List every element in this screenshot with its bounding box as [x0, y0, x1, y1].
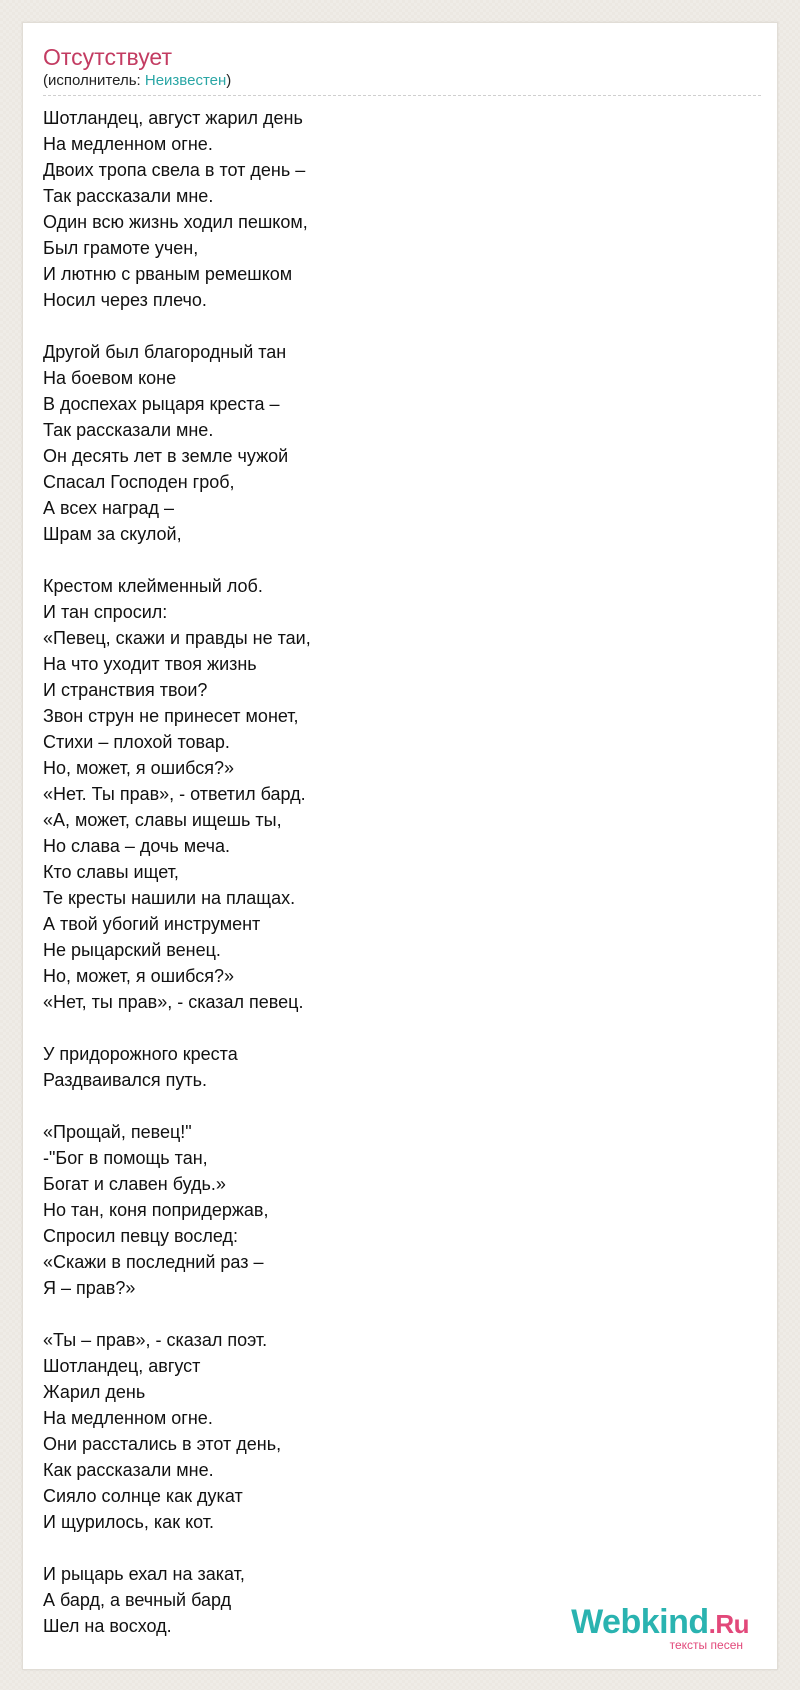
- lyric-line: Спросил певцу вослед:: [43, 1226, 238, 1246]
- lyric-line: И рыцарь ехал на закат,: [43, 1564, 245, 1584]
- lyric-line: -"Бог в помощь тан,: [43, 1148, 208, 1168]
- lyric-line: В доспехах рыцаря креста –: [43, 394, 280, 414]
- lyric-line: Жарил день: [43, 1382, 146, 1402]
- lyric-line: «Нет. Ты прав», - ответил бард.: [43, 784, 306, 804]
- logo-suffix: .Ru: [708, 1609, 749, 1639]
- lyric-line: Носил через плечо.: [43, 290, 207, 310]
- lyric-line: Другой был благородный тан: [43, 342, 287, 362]
- lyric-line: А всех наград –: [43, 498, 175, 518]
- lyric-line: Шотландец, август жарил день: [43, 108, 303, 128]
- lyric-line: Не рыцарский венец.: [43, 940, 221, 960]
- lyric-line: Раздваивался путь.: [43, 1070, 207, 1090]
- lyric-line: Кто славы ищет,: [43, 862, 179, 882]
- lyric-line: И тан спросил:: [43, 602, 168, 622]
- lyric-line: «Скажи в последний раз –: [43, 1252, 264, 1272]
- lyric-line: «Ты – прав», - сказал поэт.: [43, 1330, 268, 1350]
- lyric-line: «Певец, скажи и правды не таи,: [43, 628, 311, 648]
- lyric-line: А твой убогий инструмент: [43, 914, 261, 934]
- lyric-line: На медленном огне.: [43, 1408, 213, 1428]
- lyric-line: Сияло солнце как дукат: [43, 1486, 243, 1506]
- stanza-break: [43, 547, 743, 573]
- lyric-line: Богат и славен будь.»: [43, 1174, 226, 1194]
- lyric-line: Он десять лет в земле чужой: [43, 446, 289, 466]
- stanza-break: [43, 1535, 743, 1561]
- lyric-line: И странствия твои?: [43, 680, 208, 700]
- logo-main-text: Webkind: [571, 1603, 709, 1641]
- lyric-line: Но тан, коня попридержав,: [43, 1200, 269, 1220]
- lyric-line: Двоих тропа свела в тот день –: [43, 160, 306, 180]
- lyric-line: Спасал Господен гроб,: [43, 472, 235, 492]
- lyric-line: На что уходит твоя жизнь: [43, 654, 257, 674]
- artist-prefix: (исполнитель:: [43, 72, 145, 89]
- song-header: [43, 43, 761, 96]
- lyric-line: У придорожного креста: [43, 1044, 238, 1064]
- lyric-line: И лютню с рваным ремешком: [43, 264, 293, 284]
- lyric-line: Так рассказали мне.: [43, 420, 214, 440]
- lyric-line: Звон струн не принесет монет,: [43, 706, 299, 726]
- stanza-break: [43, 313, 743, 339]
- site-logo[interactable]: [571, 1604, 749, 1651]
- lyric-line: На медленном огне.: [43, 134, 213, 154]
- lyric-line: Стихи – плохой товар.: [43, 732, 230, 752]
- lyric-line: «Нет, ты прав», - сказал певец.: [43, 992, 304, 1012]
- lyric-line: А бард, а вечный бард: [43, 1590, 232, 1610]
- lyric-line: Шел на восход.: [43, 1616, 172, 1636]
- artist-suffix: ): [226, 72, 232, 89]
- song-title: Отсутствует: [43, 44, 172, 70]
- song-card: [22, 22, 778, 1670]
- artist-link[interactable]: Неизвестен: [144, 72, 227, 89]
- lyric-line: Был грамоте учен,: [43, 238, 199, 258]
- lyric-line: Шотландец, август: [43, 1356, 201, 1376]
- stanza-break: [43, 1015, 743, 1041]
- logo-tagline: тексты песен: [669, 1638, 743, 1652]
- logo-wordmark: [571, 1604, 749, 1642]
- lyric-line: Но, может, я ошибся?»: [43, 966, 235, 986]
- lyric-line: На боевом коне: [43, 368, 177, 388]
- lyric-line: Один всю жизнь ходил пешком,: [43, 212, 308, 232]
- artist-line: [43, 71, 761, 91]
- lyric-line: Они расстались в этот день,: [43, 1434, 282, 1454]
- lyric-line: Так рассказали мне.: [43, 186, 214, 206]
- lyric-line: И щурилось, как кот.: [43, 1512, 215, 1532]
- lyric-line: Крестом клейменный лоб.: [43, 576, 263, 596]
- lyric-line: Те кресты нашили на плащах.: [43, 888, 296, 908]
- stanza-break: [43, 1093, 743, 1119]
- lyric-line: Как рассказали мне.: [43, 1460, 214, 1480]
- lyrics-text: [43, 105, 743, 1639]
- lyric-line: Но слава – дочь меча.: [43, 836, 230, 856]
- lyric-line: «Прощай, певец!": [43, 1122, 192, 1142]
- lyric-line: Шрам за скулой,: [43, 524, 182, 544]
- stanza-break: [43, 1301, 743, 1327]
- lyric-line: Но, может, я ошибся?»: [43, 758, 235, 778]
- lyric-line: «А, может, славы ищешь ты,: [43, 810, 282, 830]
- lyric-line: Я – прав?»: [43, 1278, 136, 1298]
